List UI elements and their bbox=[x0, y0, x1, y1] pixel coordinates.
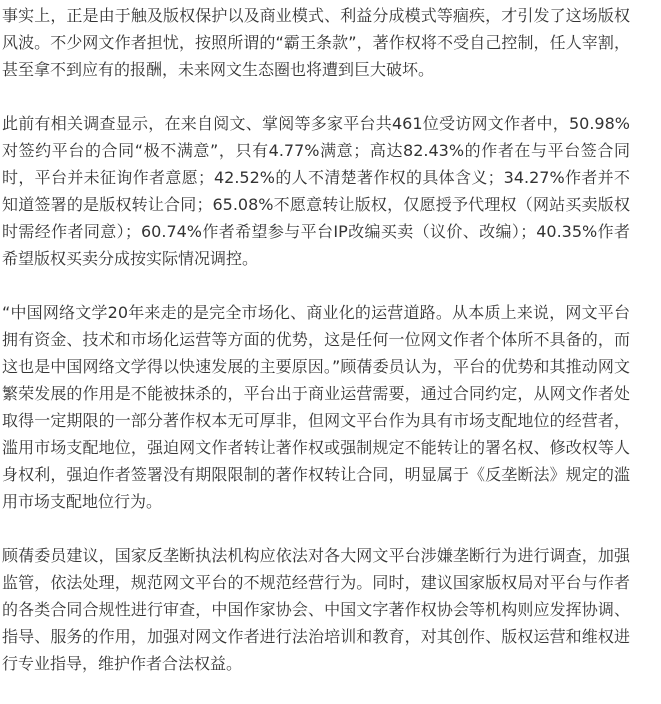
paragraph-recommendations: 顾蒨委员建议，国家反垄断执法机构应依法对各大网文平台涉嫌垄断行为进行调查，加强监管，依法处理，规范网文平台的不规范经营行为。同时，建议国家版权局对平台与作者的各类合同合规性进行审查，中国作家协会、中国文字著作权协会等机构则应发挥协调、指导、服务的作用，加强对网文作者进行法治培训和教育，对其创作、版权运营和维权进行专业指导，维护作者合法权益。 bbox=[2, 546, 630, 673]
article-body bbox=[2, 2, 630, 704]
paragraph-copyright-dispute: 事实上，正是由于触及版权保护以及商业模式、利益分成模式等痼疾，才引发了这场版权风波。不少网文作者担忧，按照所谓的“霸王条款”，著作权将不受自己控制，任人宰割，甚至拿不到应有的报酬，未来网文生态圈也将遭到巨大破坏。 bbox=[2, 6, 630, 79]
paragraph-platform-dominance: “中国网络文学20年来走的是完全市场化、商业化的运营道路。从本质上来说，网文平台拥有资金、技术和市场化运营等方面的优势，这是任何一位网文作者个体所不具备的，而这也是中国网络文学得以快速发展的主要原因。”顾蒨委员认为，平台的优势和其推动网文繁荣发展的作用是不能被抹杀的，平台出于商业运营需要，通过合同约定，从网文作者处取得一定期限的一部分著作权本无可厚非，但网文平台作为具有市场支配地位的经营者，滥用市场支配地位，强迫网文作者转让著作权或强制规定不能转让的署名权、修改权等人身权利，强迫作者签署没有期限限制的著作权转让合同，明显属于《反垄断法》规定的滥用市场支配地位行为。 bbox=[2, 303, 630, 511]
paragraph-survey-results: 此前有相关调查显示，在来自阅文、掌阅等多家平台共461位受访网文作者中，50.98%对签约平台的合同“极不满意”，只有4.77%满意；高达82.43%的作者在与平台签合同时，平台并未征询作者意愿；42.52%的人不清楚著作权的具体含义；34.27%作者并不知道签署的是版权转让合同；65.08%不愿意转让版权，仅愿授予代理权（网站买卖版权时需经作者同意）；60.74%作者希望参与平台IP改编买卖（议价、改编）；40.35%作者希望版权买卖分成按实际情况调控。 bbox=[2, 114, 630, 268]
